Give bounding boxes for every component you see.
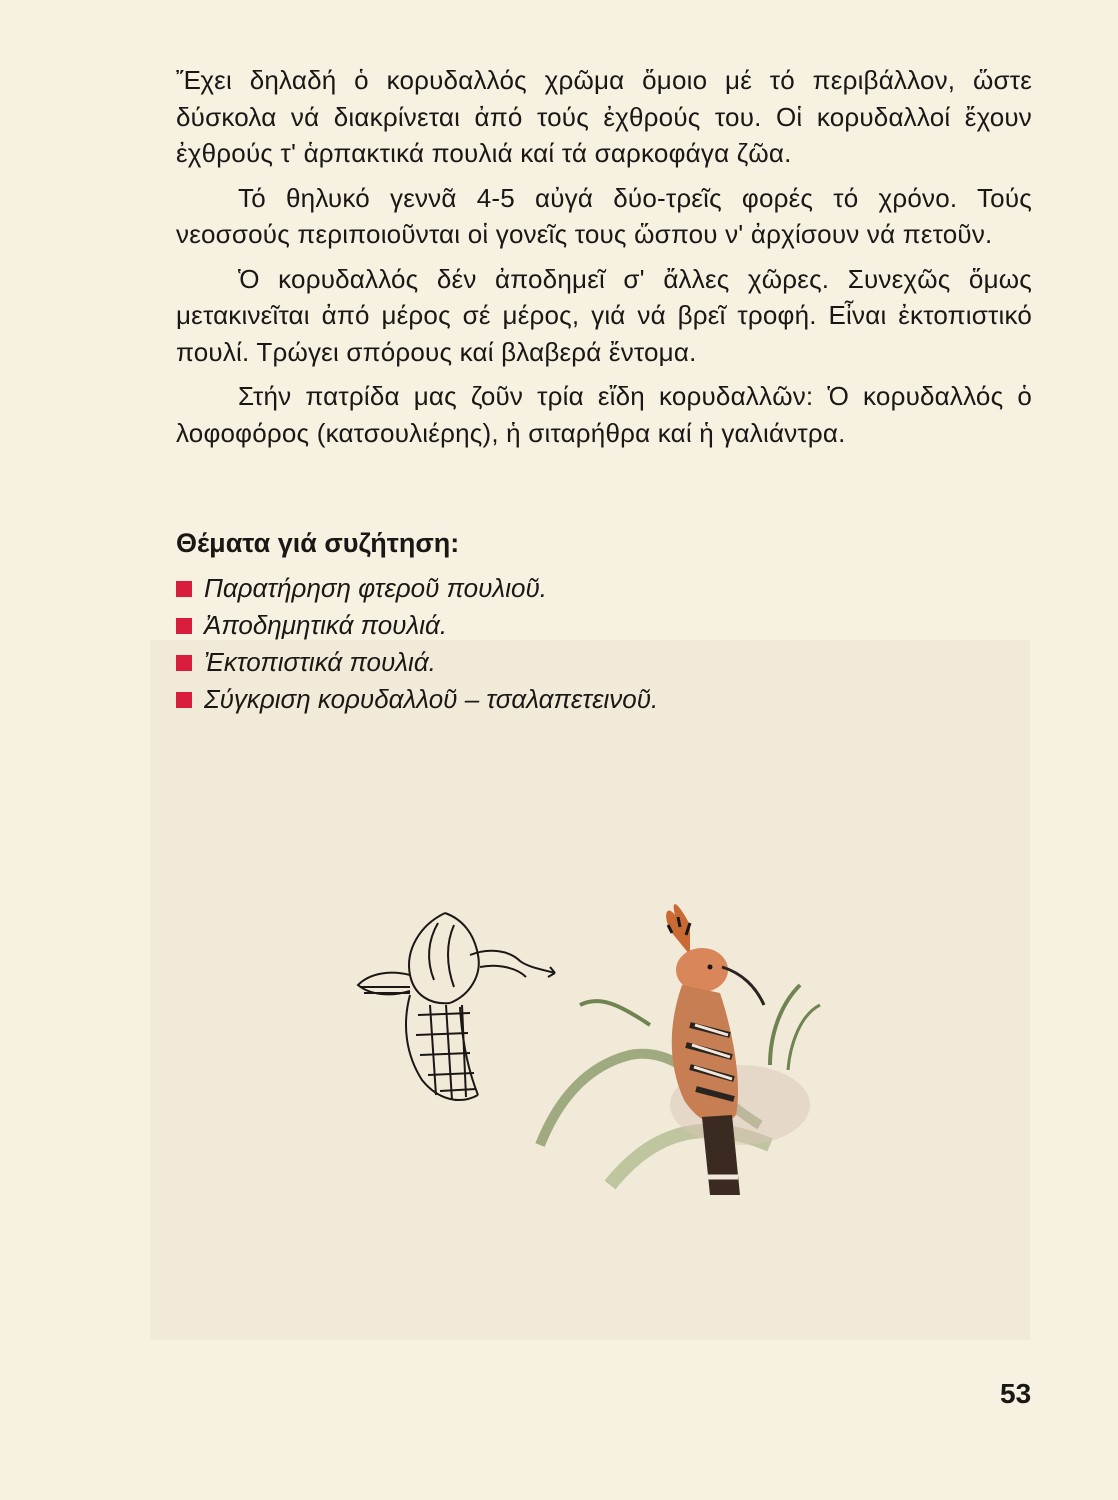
paragraph-2: Τό θηλυκό γεννᾶ 4-5 αὐγά δύο-τρεῖς φορές τό χρόνο. Τούς νεοσσούς περιποιοῦνται οἱ γονεῖς τους ὥσπου ν' ἀρχίσουν νά πετοῦν. — [176, 182, 1032, 249]
paragraph-4: Στήν πατρίδα μας ζοῦν τρία εἴδη κορυδαλλῶν: Ὁ κορυδαλλός ὁ λοφοφόρος (κατσουλιέρης), ἡ σιταρήθρα καί ἡ γαλιάντρα. — [176, 381, 1032, 448]
perched-hoopoe-painting — [540, 904, 820, 1195]
topic-text: Παρατήρηση φτεροῦ πουλιοῦ. — [204, 573, 547, 603]
topic-item — [176, 570, 658, 607]
paragraph-3: Ὁ κορυδαλλός δέν ἀποδημεῖ σ' ἄλλες χῶρες. Συνεχῶς ὅμως μετακινεῖται ἀπό μέρος σέ μέρος, γιά νά βρεῖ τροφή. Εἶναι ἐκτοπιστικό πουλί. Τρώγει σπόρους καί βλαβερά ἔντομα. — [176, 263, 1032, 367]
body-text — [176, 62, 1032, 459]
topic-item — [176, 607, 658, 644]
bullet-square-icon — [176, 692, 192, 708]
page-number: 53 — [1000, 1378, 1032, 1409]
topic-text: Ἐκτοπιστικά πουλιά. — [204, 647, 436, 677]
hoopoe-drawing — [350, 895, 850, 1215]
topic-item — [176, 644, 658, 681]
paragraph-1: Ἔχει δηλαδή ὁ κορυδαλλός χρῶμα ὅμοιο μέ τό περιβάλλον, ὥστε δύσκολα νά διακρίνεται ἀπό τούς ἐχθρούς του. Οἱ κορυδαλλοί ἔχουν ἐχθρούς τ' ἁρπακτικά πουλιά καί τά σαρκοφάγα ζῶα. — [176, 65, 1032, 168]
bullet-square-icon — [176, 581, 192, 597]
bullet-square-icon — [176, 618, 192, 634]
bullet-square-icon — [176, 655, 192, 671]
topic-item — [176, 681, 658, 718]
topics-heading: Θέματα γιά συζήτηση: — [176, 528, 460, 558]
hoopoe-illustration — [350, 895, 850, 1215]
flying-hoopoe-sketch — [358, 913, 555, 1100]
topic-text: Σύγκριση κορυδαλλοῦ – τσαλαπετεινοῦ. — [204, 684, 659, 714]
topics-list — [176, 570, 658, 718]
topic-text: Ἀποδημητικά πουλιά. — [204, 610, 448, 640]
